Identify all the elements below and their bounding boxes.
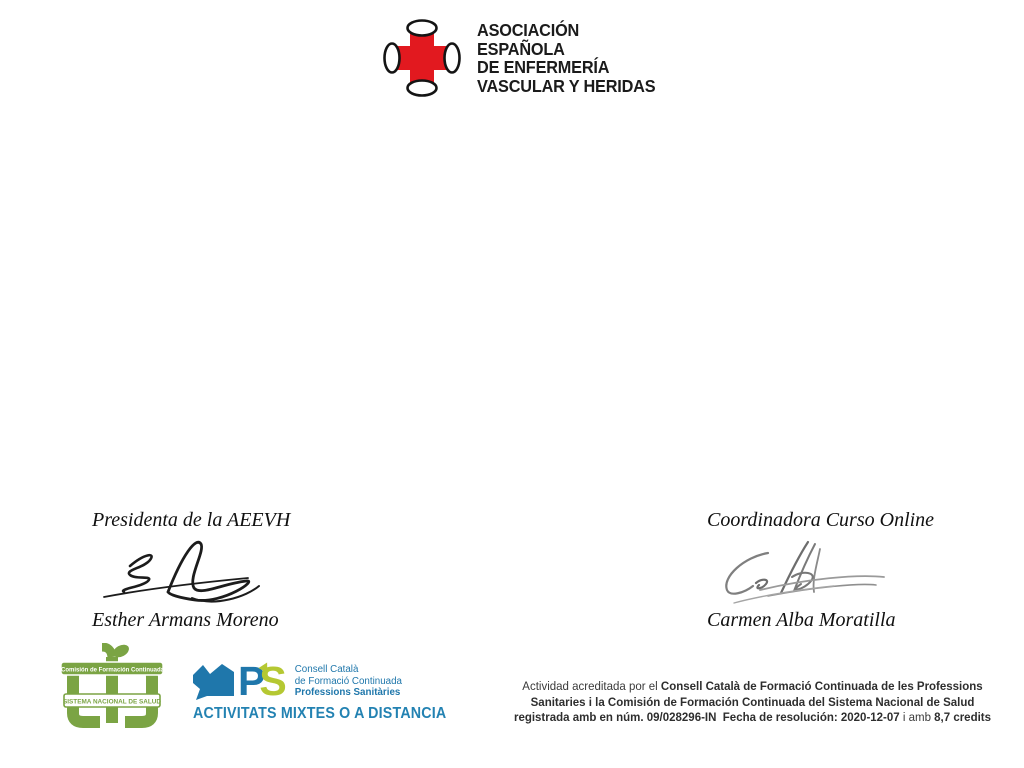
accreditation-line-3: registrada amb en núm. 09/028296-IN Fecha de resolución: 2020-12-07 i amb 8,7 credits: [513, 710, 992, 725]
association-title-line: DE ENFERMERÍA: [477, 57, 610, 78]
accreditation-text: [513, 679, 993, 726]
cfc-ribbon-middle-text: SISTEMA NACIONAL DE SALUD: [63, 698, 161, 706]
accreditation-line-2: Sanitaries i la Comisión de Formación Continuada del Sistema Nacional de Salud: [530, 694, 975, 709]
association-title-line: ASOCIACIÓN: [477, 20, 580, 40]
aeevh-cross-icon: [381, 18, 463, 98]
cfc-ribbon-top-text: Comisión de Formación Continuada: [60, 667, 165, 674]
cfc-ribbon-middle: [63, 694, 161, 707]
cfc-ribbon-top: [61, 662, 165, 675]
activitats-tagline: ACTIVITATS MIXTES O A DISTANCIA: [193, 705, 447, 722]
right-signer-role: Coordinadora Curso Online: [707, 509, 935, 531]
right-signer-name: Carmen Alba Moratilla: [707, 609, 896, 631]
cfc-sns-logo: [60, 643, 165, 729]
left-signer-name: Esther Armans Moreno: [92, 609, 279, 631]
consell-catala-logo: [193, 658, 403, 704]
consell-line: de Formació Continuada: [294, 675, 403, 687]
ps-letter-p: P: [238, 658, 264, 704]
ps-letter-s: S: [259, 658, 287, 704]
aeevh-header: [381, 18, 669, 98]
ps-arrow-icon: [193, 663, 235, 701]
signature-carmen-alba: [704, 537, 904, 607]
association-title-line: ESPAÑOLA: [477, 38, 565, 59]
left-signer-role: Presidenta de la AEEVH: [92, 509, 291, 531]
association-title-line: VASCULAR Y HERIDAS: [477, 75, 656, 96]
signature-esther-armans: [96, 534, 281, 608]
ps-acronym: [238, 658, 287, 704]
consell-catala-text: [295, 664, 402, 699]
consell-line: Professions Sanitàries: [294, 687, 401, 698]
accreditation-line-1: Actividad acreditada por el Consell Català de Formació Continuada de les Professions: [522, 679, 983, 693]
consell-line: Consell Català: [294, 664, 359, 675]
association-title: [477, 18, 655, 95]
